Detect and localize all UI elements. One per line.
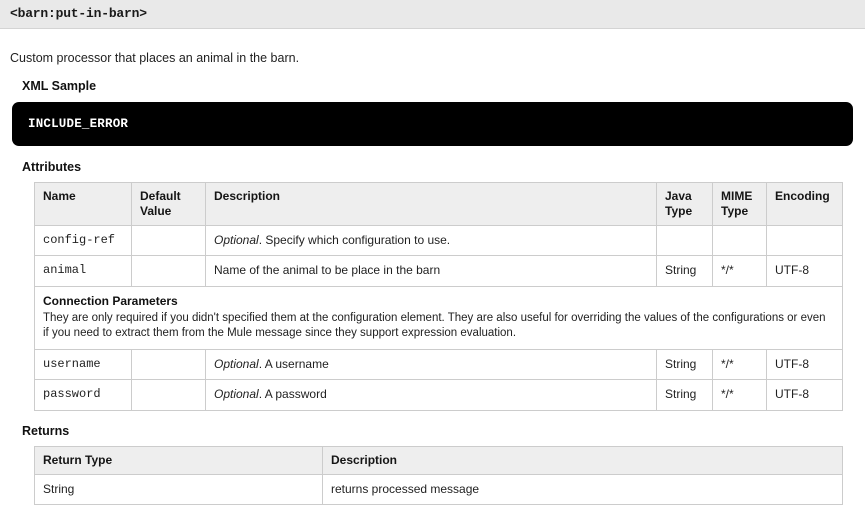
cell-mime-type: */* (713, 349, 767, 380)
cell-attribute-name: config-ref (35, 225, 132, 256)
cell-encoding: UTF-8 (767, 349, 843, 380)
connection-parameters-description: They are only required if you didn't specified them at the configuration element. They are also useful for overriding the values of the configurations or even if you need to extract them from the Mule message since they support expression evaluation. (43, 312, 826, 340)
table-row (35, 256, 843, 287)
cell-return-type: String (35, 474, 323, 505)
column-header-description: Description (206, 182, 657, 225)
cell-default-value (132, 349, 206, 380)
table-header-row (35, 446, 843, 474)
cell-java-type: String (657, 256, 713, 287)
optional-label: Optional (214, 356, 259, 371)
column-header-description: Description (323, 446, 843, 474)
description-text: . Specify which configuration to use. (258, 232, 451, 247)
cell-attribute-name: animal (35, 256, 132, 287)
cell-mime-type: */* (713, 380, 767, 411)
code-sample-text: INCLUDE_ERROR (28, 116, 129, 131)
cell-return-description: returns processed message (323, 474, 843, 505)
cell-attribute-name: username (35, 349, 132, 380)
returns-table (34, 446, 843, 505)
returns-table-wrapper (34, 446, 843, 505)
cell-java-type: String (657, 380, 713, 411)
attributes-table-wrapper (34, 182, 843, 411)
cell-description (206, 225, 657, 256)
description-text: . A password (258, 387, 327, 402)
column-header-java-type: Java Type (657, 182, 713, 225)
intro-paragraph: Custom processor that places an animal in the barn. (10, 50, 300, 65)
optional-label: Optional (214, 232, 259, 247)
cell-connection-parameters (35, 286, 843, 349)
cell-encoding (767, 225, 843, 256)
cell-encoding: UTF-8 (767, 256, 843, 287)
section-heading-returns: Returns (22, 423, 70, 438)
table-header-row (35, 182, 843, 225)
column-header-default-value: Default Value (132, 182, 206, 225)
table-row (35, 474, 843, 505)
optional-label: Optional (214, 387, 259, 402)
table-row-connection-parameters-banner (35, 286, 843, 349)
attributes-table (34, 182, 843, 411)
cell-default-value (132, 380, 206, 411)
section-heading-xml-sample: XML Sample (22, 78, 97, 93)
table-row (35, 349, 843, 380)
cell-description (206, 256, 657, 287)
cell-mime-type (713, 225, 767, 256)
column-header-name: Name (35, 182, 132, 225)
cell-default-value (132, 225, 206, 256)
column-header-encoding: Encoding (767, 182, 843, 225)
cell-description (206, 380, 657, 411)
operation-title-bar (0, 0, 865, 29)
cell-mime-type: */* (713, 256, 767, 287)
cell-default-value (132, 256, 206, 287)
cell-description (206, 349, 657, 380)
xml-sample-code-block (12, 102, 853, 146)
column-header-mime-type: MIME Type (713, 182, 767, 225)
page-title: <barn:put-in-barn> (10, 6, 147, 21)
cell-java-type: String (657, 349, 713, 380)
connection-parameters-title: Connection Parameters (43, 293, 178, 308)
cell-encoding: UTF-8 (767, 380, 843, 411)
section-heading-attributes: Attributes (22, 159, 82, 174)
table-row (35, 380, 843, 411)
description-text: . A username (258, 356, 329, 371)
description-text: Name of the animal to be place in the barn (214, 263, 441, 278)
table-row (35, 225, 843, 256)
column-header-return-type: Return Type (35, 446, 323, 474)
cell-attribute-name: password (35, 380, 132, 411)
cell-java-type (657, 225, 713, 256)
